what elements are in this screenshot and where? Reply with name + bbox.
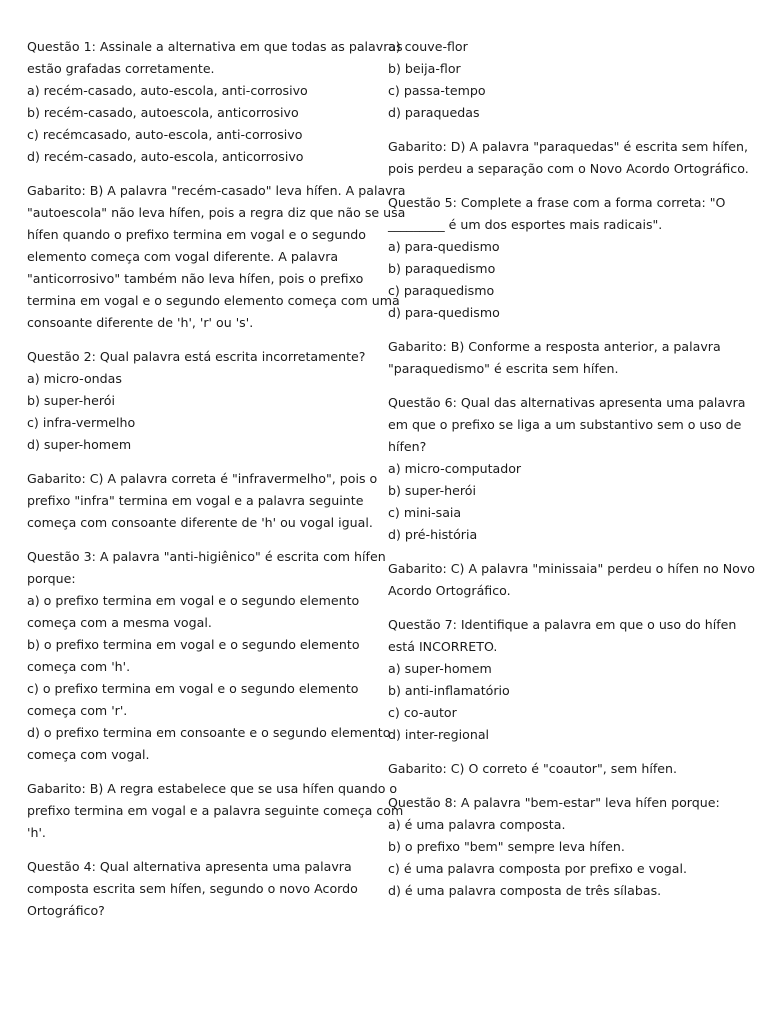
text-line: a) é uma palavra composta. xyxy=(388,817,566,832)
text-line: a) super-homem xyxy=(388,661,492,676)
text-line: Questão 7: Identifique a palavra em que o uso do hífen xyxy=(388,617,737,632)
text-line: prefixo termina em vogal e a palavra seguinte começa com xyxy=(27,803,404,818)
right-paragraph xyxy=(388,792,738,902)
text-line: Gabarito: B) A palavra "recém-casado" leva hífen. A palavra xyxy=(27,183,406,198)
text-line: b) beija-flor xyxy=(388,61,461,76)
text-line: d) o prefixo termina em consoante e o segundo elemento xyxy=(27,725,391,740)
text-line: d) super-homem xyxy=(27,437,132,452)
text-line: 'h'. xyxy=(27,825,46,840)
right-paragraph xyxy=(388,36,738,124)
right-paragraph xyxy=(388,614,738,746)
text-line: d) inter-regional xyxy=(388,727,490,742)
text-line: Acordo Ortográfico. xyxy=(388,583,511,598)
text-line: prefixo "infra" termina em vogal e a palavra seguinte xyxy=(27,493,364,508)
left-paragraph xyxy=(27,346,375,456)
text-line: c) co-autor xyxy=(388,705,457,720)
text-line: começa com a mesma vogal. xyxy=(27,615,212,630)
right-paragraph xyxy=(388,136,749,180)
text-line: Gabarito: C) O correto é "coautor", sem hífen. xyxy=(388,761,677,776)
text-line: c) paraquedismo xyxy=(388,283,495,298)
right-paragraph xyxy=(388,558,756,602)
text-line: Gabarito: B) Conforme a resposta anterior, a palavra xyxy=(388,339,721,354)
text-line: c) passa-tempo xyxy=(388,83,486,98)
text-line: b) super-herói xyxy=(27,393,115,408)
text-line: b) recém-casado, autoescola, anticorrosivo xyxy=(27,105,299,120)
text-line: b) anti-inflamatório xyxy=(388,683,510,698)
text-line: composta escrita sem hífen, segundo o novo Acordo xyxy=(27,881,358,896)
text-line: b) paraquedismo xyxy=(388,261,496,276)
text-line: c) é uma palavra composta por prefixo e vogal. xyxy=(388,861,688,876)
text-line: Gabarito: C) A palavra "minissaia" perdeu o hífen no Novo xyxy=(388,561,756,576)
text-line: está INCORRETO. xyxy=(388,639,498,654)
text-line: _________ é um dos esportes mais radicais". xyxy=(388,217,663,232)
text-line: c) infra-vermelho xyxy=(27,415,136,430)
text-line: Questão 6: Qual das alternativas apresenta uma palavra xyxy=(388,395,746,410)
text-line: Questão 3: A palavra "anti-higiênico" é escrita com hífen xyxy=(27,549,386,564)
right-paragraph xyxy=(388,336,738,380)
text-line: a) o prefixo termina em vogal e o segundo elemento xyxy=(27,593,360,608)
text-line: b) o prefixo "bem" sempre leva hífen. xyxy=(388,839,625,854)
text-line: b) super-herói xyxy=(388,483,476,498)
text-line: em que o prefixo se liga a um substantivo sem o uso de xyxy=(388,417,742,432)
text-line: pois perdeu a separação com o Novo Acordo Ortográfico. xyxy=(388,161,749,176)
text-line: "anticorrosivo" também não leva hífen, pois o prefixo xyxy=(27,271,364,286)
text-line: Questão 5: Complete a frase com a forma correta: "O xyxy=(388,195,726,210)
left-paragraph xyxy=(27,546,391,766)
text-line: Questão 8: A palavra "bem-estar" leva hífen porque: xyxy=(388,795,720,810)
text-line: Ortográfico? xyxy=(27,903,105,918)
right-column xyxy=(388,36,756,914)
text-line: Gabarito: B) A regra estabelece que se usa hífen quando o xyxy=(27,781,398,796)
text-line: a) para-quedismo xyxy=(388,239,500,254)
left-paragraph xyxy=(27,36,403,168)
text-line: estão grafadas corretamente. xyxy=(27,61,215,76)
text-line: "autoescola" não leva hífen, pois a regra diz que não se usa xyxy=(27,205,406,220)
left-paragraph xyxy=(27,468,378,534)
text-line: a) micro-ondas xyxy=(27,371,122,386)
text-line: d) pré-história xyxy=(388,527,478,542)
text-line: a) recém-casado, auto-escola, anti-corrosivo xyxy=(27,83,308,98)
text-line: hífen quando o prefixo termina em vogal e o segundo xyxy=(27,227,367,242)
text-line: começa com consoante diferente de 'h' ou vogal igual. xyxy=(27,515,373,530)
text-line: porque: xyxy=(27,571,76,586)
text-line: começa com vogal. xyxy=(27,747,150,762)
text-line: começa com 'r'. xyxy=(27,703,128,718)
text-line: hífen? xyxy=(388,439,427,454)
text-line: d) paraquedas xyxy=(388,105,480,120)
text-line: consoante diferente de 'h', 'r' ou 's'. xyxy=(27,315,254,330)
text-line: Questão 4: Qual alternativa apresenta uma palavra xyxy=(27,859,352,874)
text-line: a) couve-flor xyxy=(388,39,468,54)
text-line: d) é uma palavra composta de três sílabas. xyxy=(388,883,662,898)
right-paragraph xyxy=(388,758,738,780)
text-line: d) recém-casado, auto-escola, anticorrosivo xyxy=(27,149,304,164)
left-paragraph xyxy=(27,180,406,334)
text-line: Questão 2: Qual palavra está escrita incorretamente? xyxy=(27,349,366,364)
text-line: b) o prefixo termina em vogal e o segundo elemento xyxy=(27,637,360,652)
text-line: a) micro-computador xyxy=(388,461,522,476)
text-line: começa com 'h'. xyxy=(27,659,131,674)
text-line: Gabarito: D) A palavra "paraquedas" é escrita sem hífen, xyxy=(388,139,749,154)
right-paragraph xyxy=(388,192,738,324)
left-paragraph xyxy=(27,778,404,844)
text-line: c) recémcasado, auto-escola, anti-corrosivo xyxy=(27,127,303,142)
text-line: elemento começa com vogal diferente. A palavra xyxy=(27,249,339,264)
text-line: "paraquedismo" é escrita sem hífen. xyxy=(388,361,619,376)
text-line: c) mini-saia xyxy=(388,505,462,520)
text-line: Questão 1: Assinale a alternativa em que todas as palavras xyxy=(27,39,403,54)
text-line: d) para-quedismo xyxy=(388,305,500,320)
left-paragraph xyxy=(27,856,375,922)
text-line: Gabarito: C) A palavra correta é "infravermelho", pois o xyxy=(27,471,378,486)
left-column xyxy=(27,36,406,934)
right-paragraph xyxy=(388,392,746,546)
text-line: termina em vogal e o segundo elemento começa com uma xyxy=(27,293,400,308)
text-line: c) o prefixo termina em vogal e o segundo elemento xyxy=(27,681,359,696)
